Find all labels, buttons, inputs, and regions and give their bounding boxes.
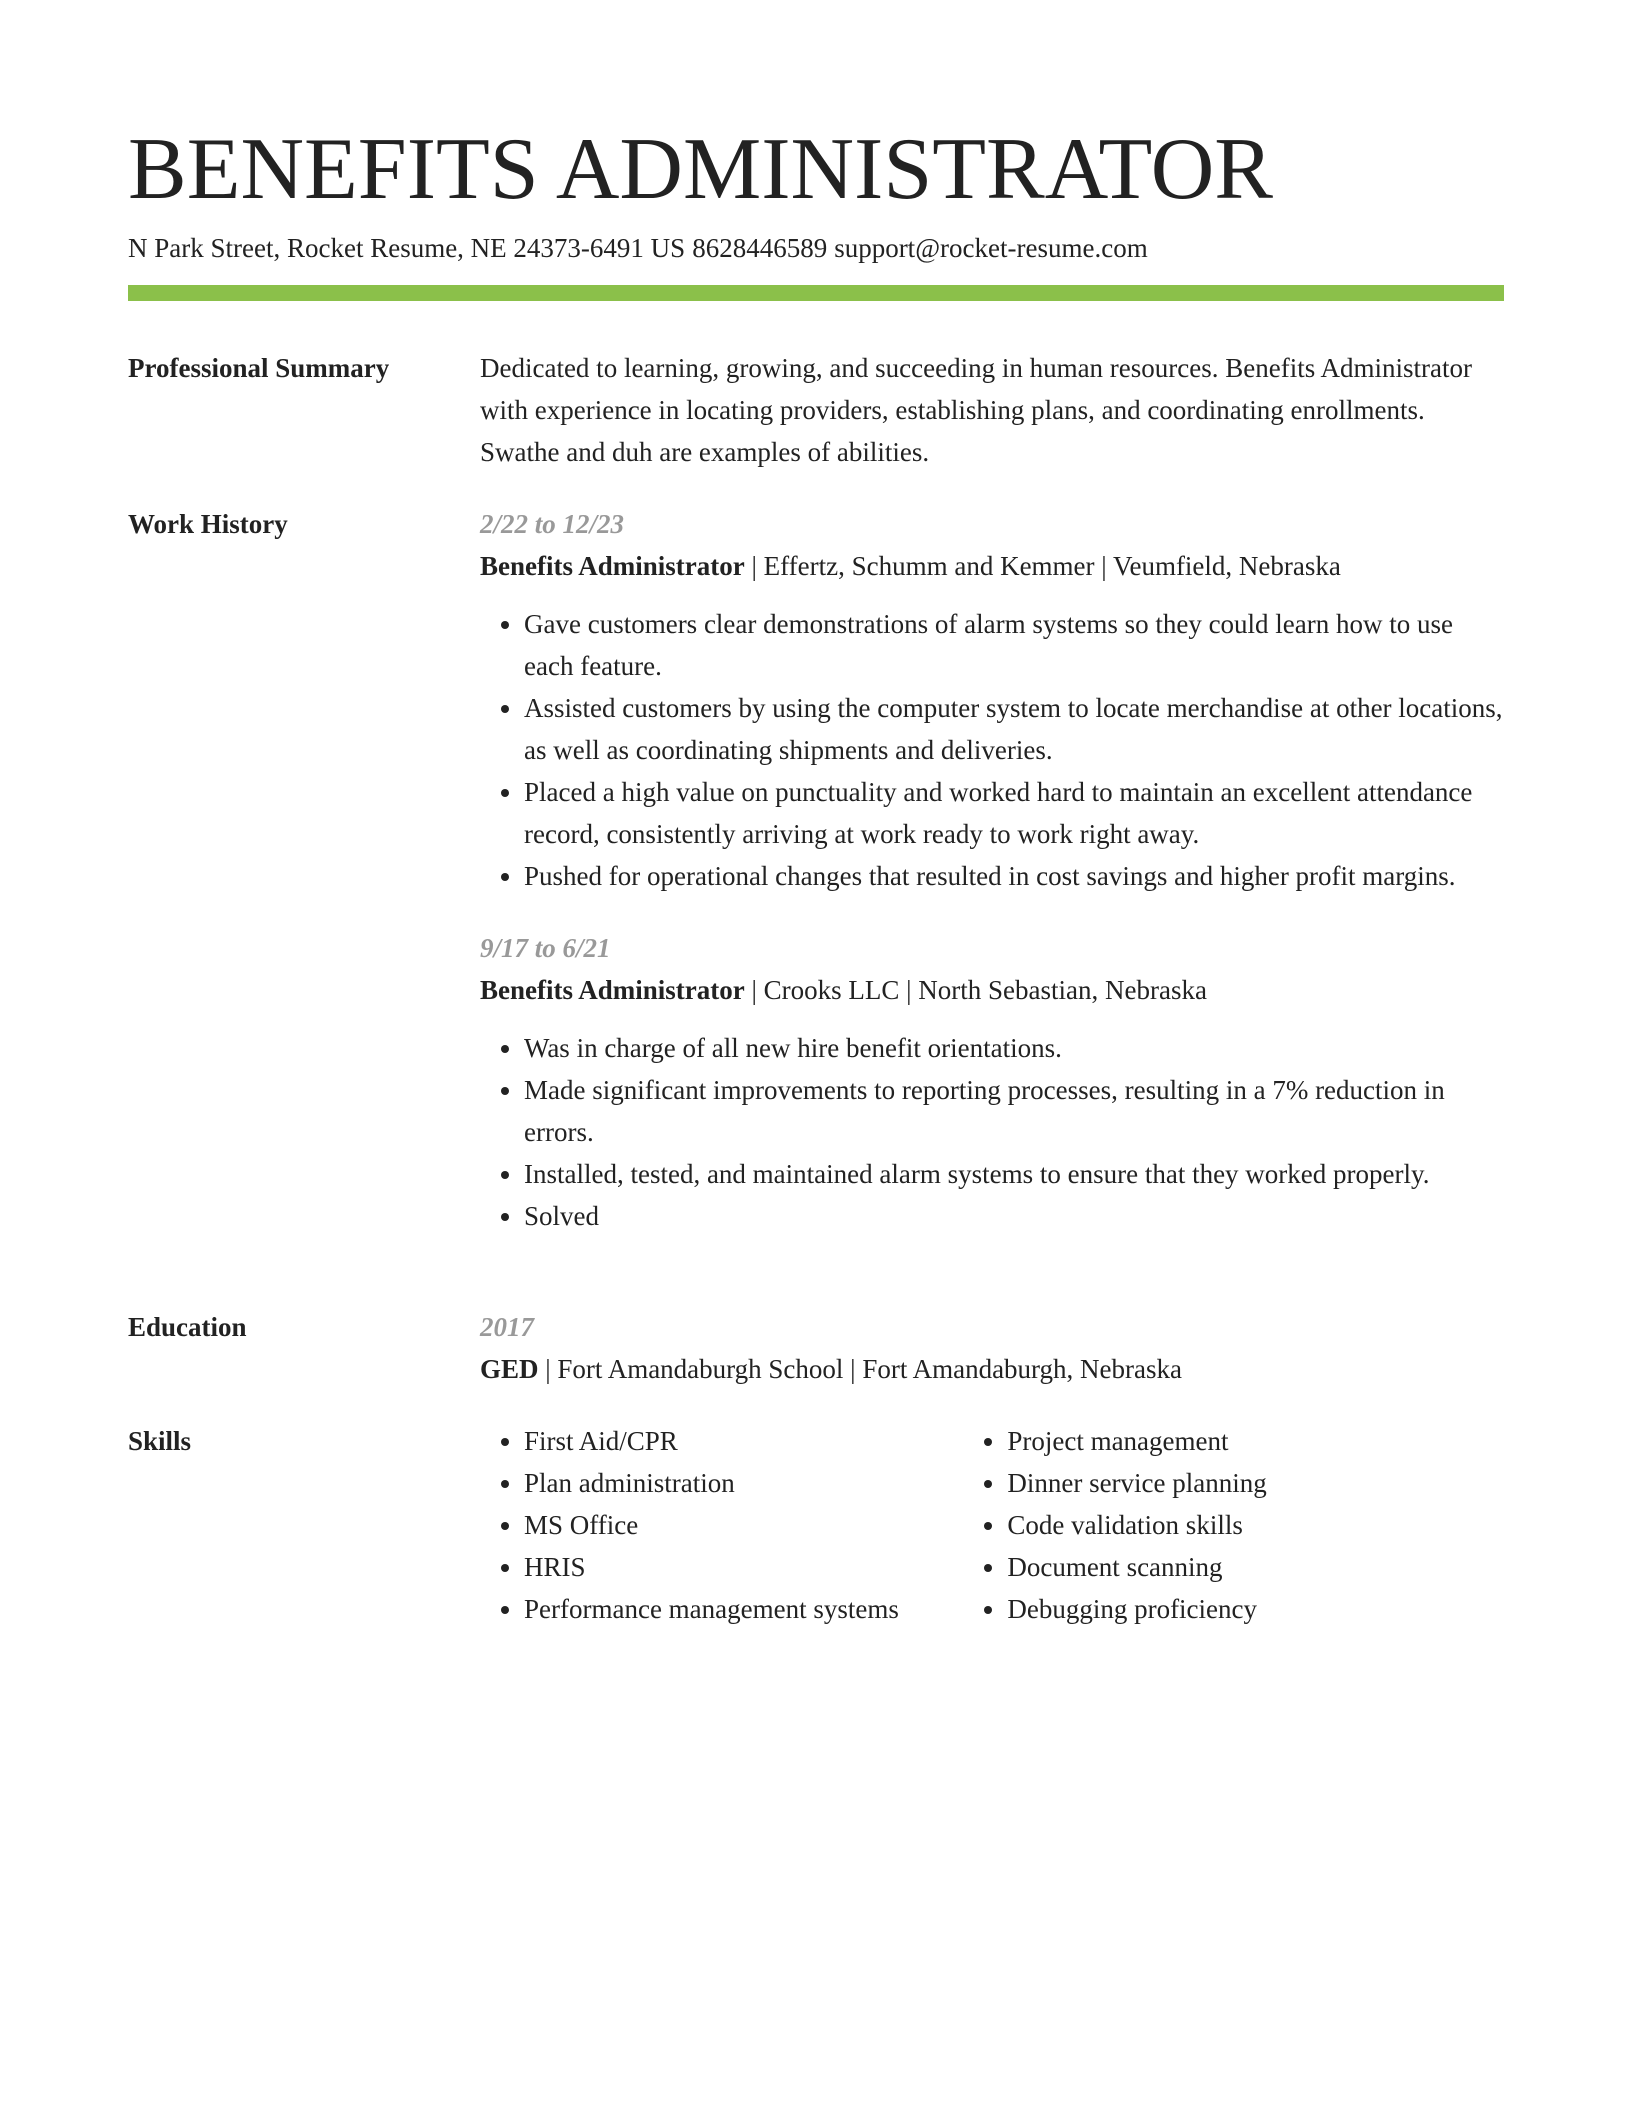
education-degree: GED [480, 1354, 539, 1384]
skills-column-right [963, 1420, 1504, 1630]
job-bullet: • Gave customers clear demonstrations of alarm systems so they could learn how to use each feature. [524, 603, 1504, 687]
job-bullet: • Pushed for operational changes that resulted in cost savings and higher profit margins. [524, 855, 1504, 897]
job-title-line [480, 969, 1504, 1011]
skill-item: • Performance management systems [524, 1588, 963, 1630]
summary-text: Dedicated to learning, growing, and succeeding in human resources. Benefits Administrator with experience in locating providers, establishing plans, and coordinating enrollments. Swathe and duh are examples of abilities. [480, 353, 1472, 467]
job-role: Benefits Administrator [480, 975, 745, 1005]
skills-heading: Skills [128, 1426, 192, 1456]
skills-column-left [480, 1420, 963, 1630]
job-dates: 2/22 to 12/23 [480, 509, 625, 539]
job-title-line [480, 545, 1504, 587]
job-bullet: • Made significant improvements to reporting processes, resulting in a 7% reduction in errors. [524, 1069, 1504, 1153]
education-line [480, 1348, 1504, 1390]
job-bullet: • Placed a high value on punctuality and worked hard to maintain an excellent attendance record, consistently arriving at work ready to work right away. [524, 771, 1504, 855]
skill-item: • First Aid/CPR [524, 1420, 963, 1462]
job-details: | Crooks LLC | North Sebastian, Nebraska [744, 975, 1207, 1005]
education-details: | Fort Amandaburgh School | Fort Amandaburgh, Nebraska [538, 1354, 1183, 1384]
education-body [480, 1306, 1504, 1390]
work-history-body [480, 503, 1504, 1237]
job-bullet: • Solved [524, 1195, 1504, 1237]
job-bullet: • Was in charge of all new hire benefit orientations. [524, 1027, 1504, 1069]
contact-email: support@rocket-resume.com [834, 233, 1148, 263]
skill-item: • Code validation skills [1007, 1504, 1504, 1546]
work-history-heading: Work History [128, 509, 288, 539]
job-bullet: • Installed, tested, and maintained alarm systems to ensure that they worked properly. [524, 1153, 1504, 1195]
skills-list [480, 1420, 1504, 1630]
job-dates: 9/17 to 6/21 [480, 933, 611, 963]
contact-address: N Park Street, Rocket Resume, NE 24373-6491 US [128, 233, 686, 263]
skill-item: • Plan administration [524, 1462, 963, 1504]
job-bullets [480, 603, 1504, 897]
skill-item: • Debugging proficiency [1007, 1588, 1504, 1630]
summary-heading: Professional Summary [128, 353, 390, 383]
contact-line [128, 230, 1148, 266]
skill-item: • MS Office [524, 1504, 963, 1546]
accent-divider [128, 285, 1504, 301]
skill-item: • HRIS [524, 1546, 963, 1588]
skill-item: • Dinner service planning [1007, 1462, 1504, 1504]
job-role: Benefits Administrator [480, 551, 745, 581]
contact-phone: 8628446589 [692, 233, 828, 263]
job-bullet: • Assisted customers by using the computer system to locate merchandise at other locations, as well as coordinating shipments and deliveries. [524, 687, 1504, 771]
job-entry [480, 503, 1504, 897]
job-details: | Effertz, Schumm and Kemmer | Veumfield, Nebraska [744, 551, 1341, 581]
job-bullets [480, 1027, 1504, 1237]
education-heading: Education [128, 1312, 247, 1342]
candidate-name: BENEFITS ADMINISTRATOR [128, 121, 1273, 218]
education-year: 2017 [480, 1312, 534, 1342]
skill-item: • Project management [1007, 1420, 1504, 1462]
job-entry [480, 927, 1504, 1237]
skill-item: • Document scanning [1007, 1546, 1504, 1588]
